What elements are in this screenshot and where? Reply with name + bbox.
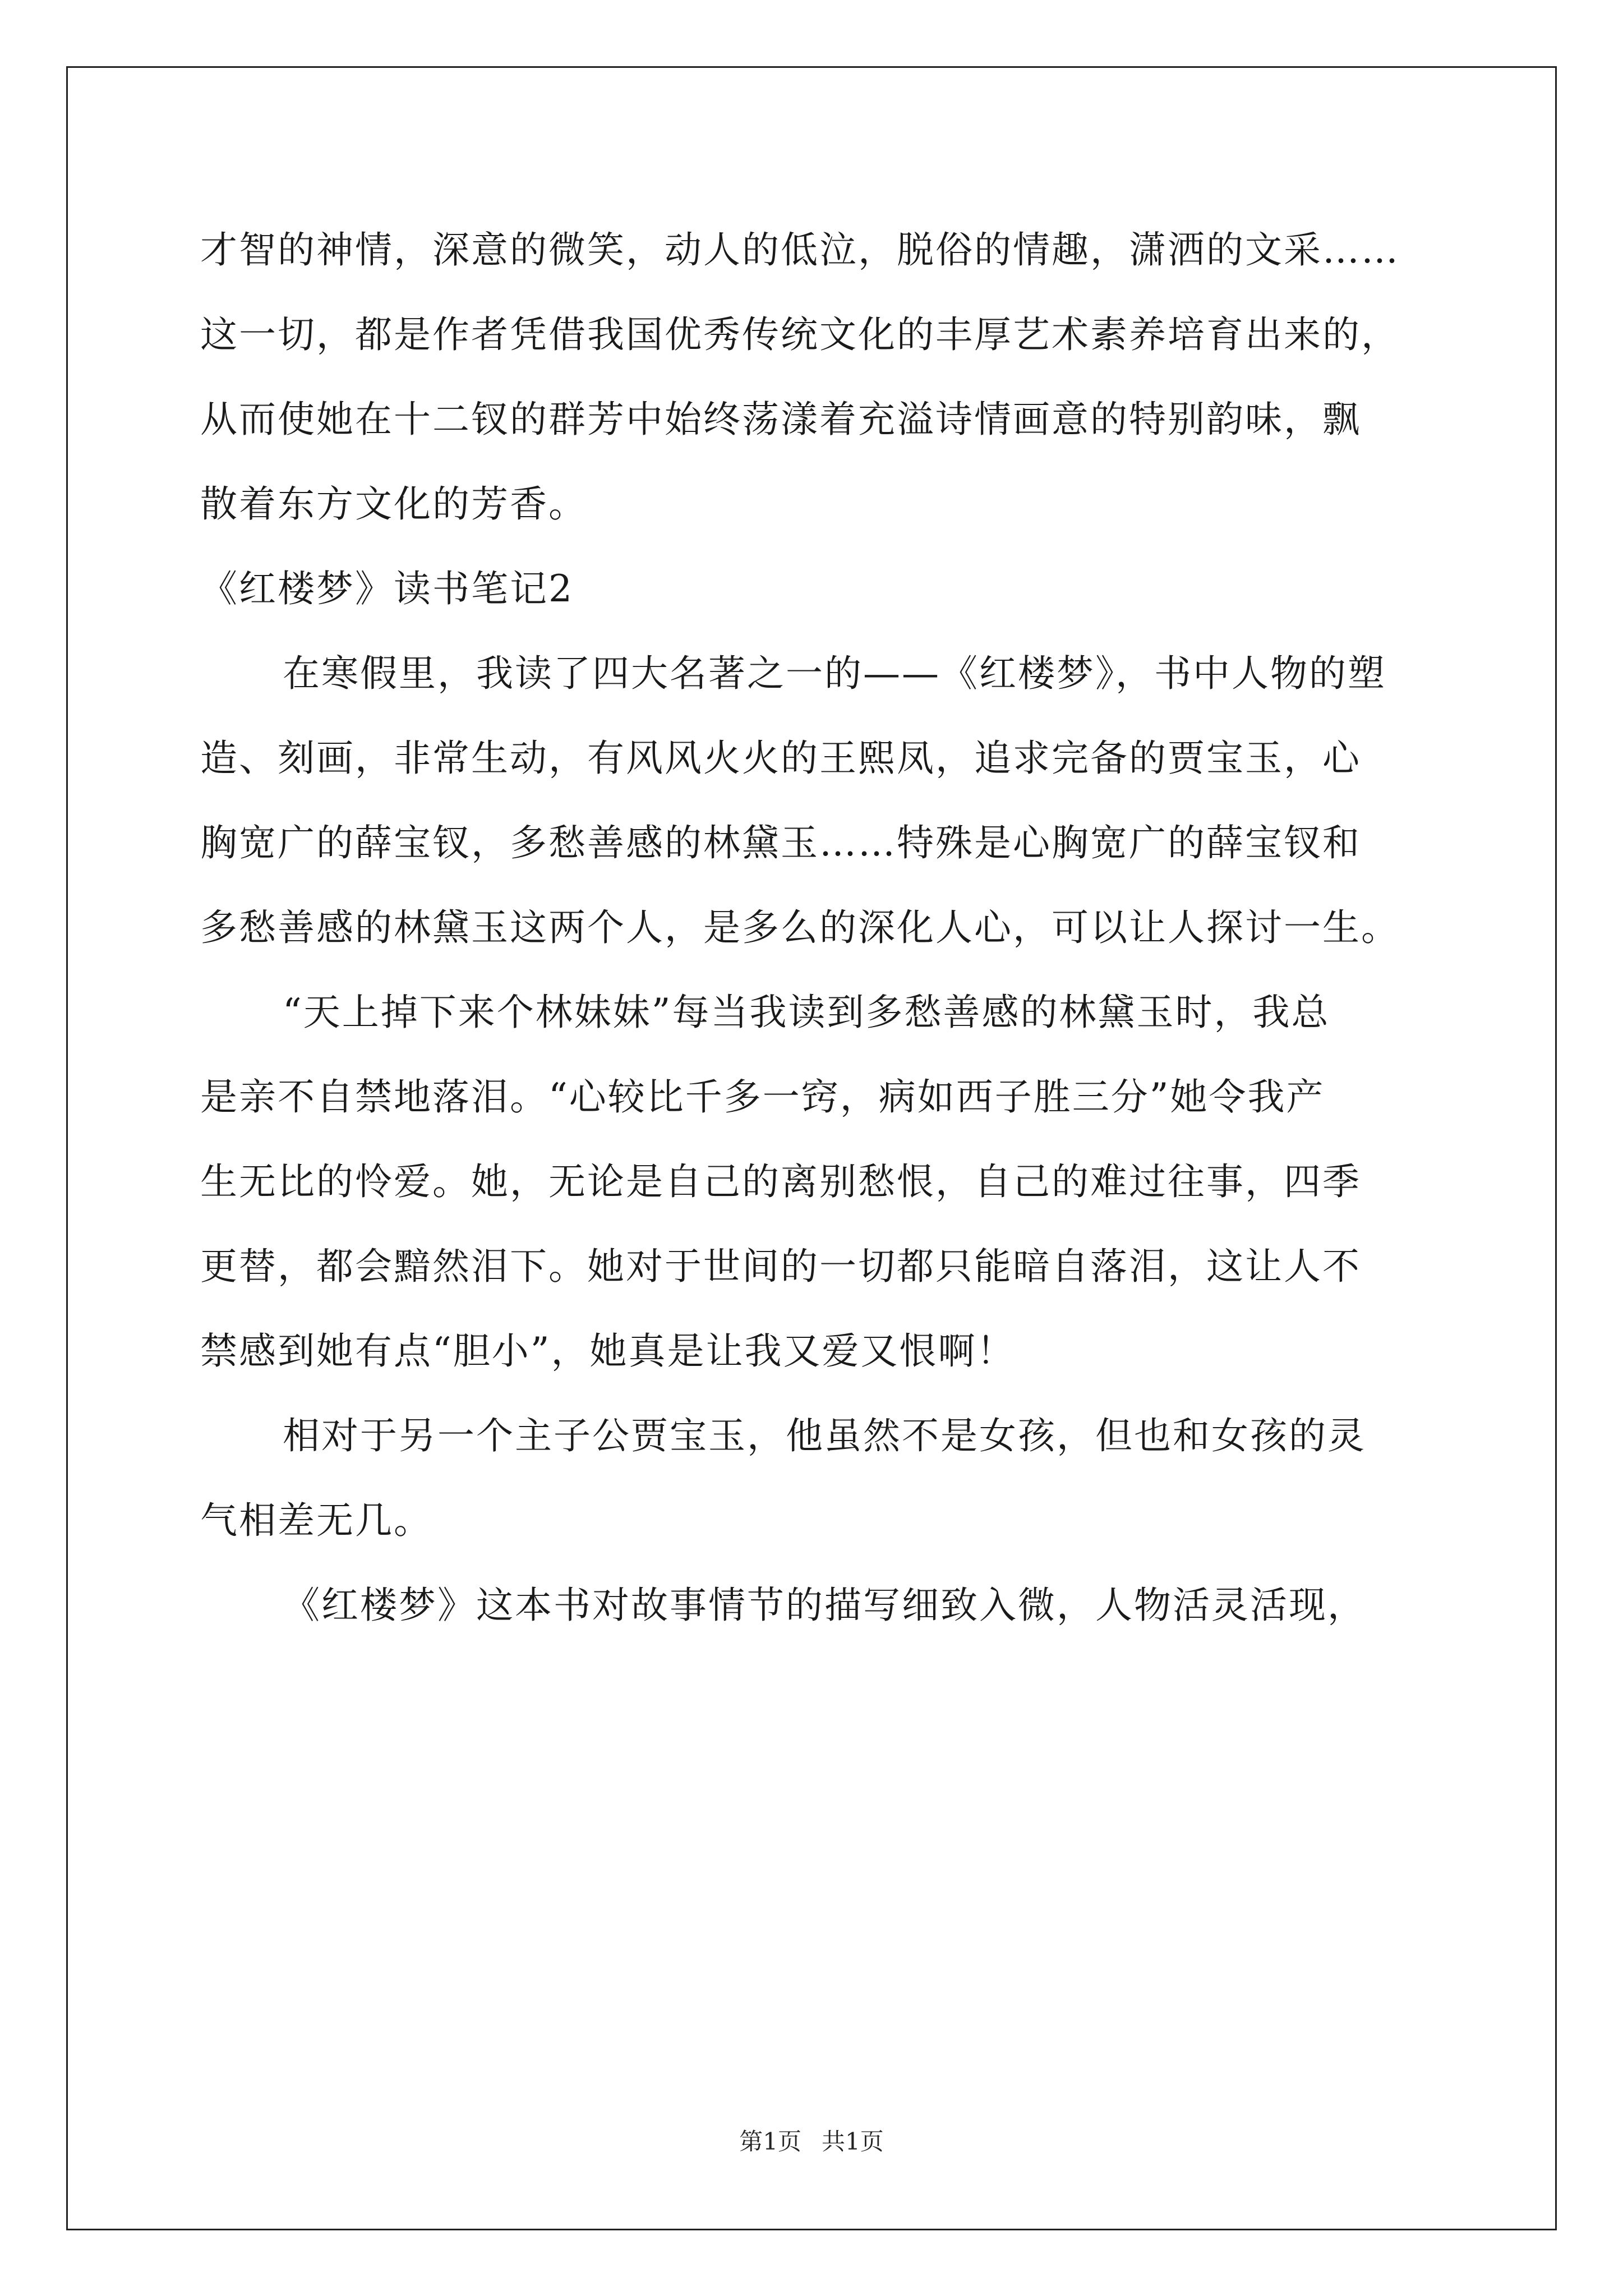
text-line: 在寒假里，我读了四大名著之一的——《红楼梦》，书中人物的塑 [283, 652, 1386, 695]
page-number: 第1页 [739, 2128, 801, 2155]
text-line: 《红楼梦》这本书对故事情节的描写细致入微，人物活灵活现， [283, 1584, 1366, 1627]
text-line: 这一切，都是作者凭借我国优秀传统文化的丰厚艺术素养培育出来的， [200, 313, 1400, 356]
text-line: 散着东方文化的芳香。 [200, 482, 587, 526]
text-line: 多愁善感的林黛玉这两个人，是多么的深化人心，可以让人探讨一生。 [200, 906, 1400, 949]
text-line: 造、刻画，非常生动，有风风火火的王熙凤，追求完备的贾宝玉，心 [200, 737, 1361, 780]
text-line: 胸宽广的薛宝钗，多愁善感的林黛玉……特殊是心胸宽广的薛宝钗和 [200, 821, 1361, 864]
page-total: 共1页 [822, 2128, 884, 2155]
text-line: 是亲不自禁地落泪。“心较比千多一窍，病如西子胜三分”她令我产 [200, 1075, 1325, 1119]
text-line: 从而使她在十二钗的群芳中始终荡漾着充溢诗情画意的特别韵味，飘 [200, 398, 1361, 441]
text-line: 禁感到她有点“胆小”，她真是让我又爱又恨啊！ [200, 1329, 1016, 1373]
text-line: 更替，都会黯然泪下。她对于世间的一切都只能暗自落泪，这让人不 [200, 1245, 1361, 1288]
document-body [200, 208, 1434, 1648]
text-line: “天上掉下来个林妹妹”每当我读到多愁善感的林黛玉时，我总 [283, 991, 1330, 1034]
text-line: 气相差无几。 [200, 1499, 432, 1542]
section-heading: 《红楼梦》读书笔记2 [200, 567, 574, 610]
text-line: 相对于另一个主子公贾宝玉，他虽然不是女孩，但也和女孩的灵 [283, 1414, 1366, 1457]
text-line: 才智的神情，深意的微笑，动人的低泣，脱俗的情趣，潇洒的文采…… [200, 228, 1400, 272]
text-line: 生无比的怜爱。她，无论是自己的离别愁恨，自己的难过往事，四季 [200, 1160, 1361, 1203]
page-footer [0, 2125, 1623, 2159]
